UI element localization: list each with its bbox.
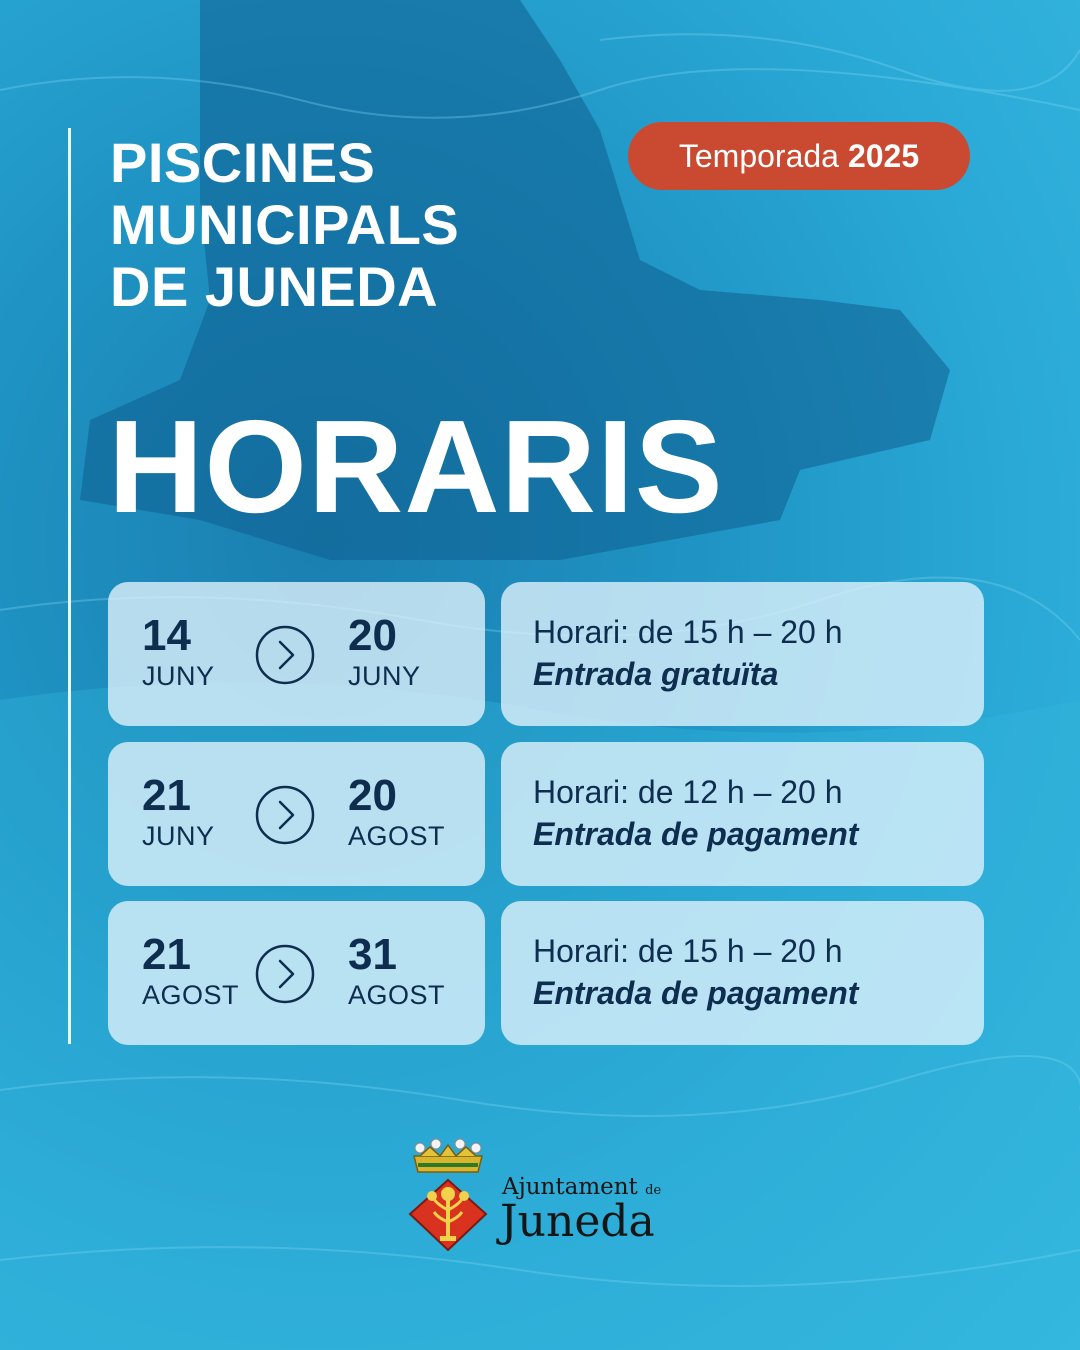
start-date xyxy=(142,931,239,1011)
start-date xyxy=(142,612,215,692)
chevron-right-circle-icon xyxy=(255,785,315,845)
end-date xyxy=(348,772,445,852)
end-month: JUNY xyxy=(348,661,421,691)
season-badge xyxy=(628,122,970,190)
opening-hours: Horari: de 15 h – 20 h xyxy=(533,614,843,650)
start-month: JUNY xyxy=(142,821,215,851)
season-year: 2025 xyxy=(847,137,920,174)
entry-type: Entrada gratuïta xyxy=(533,656,779,692)
end-day: 20 xyxy=(348,611,397,660)
end-date xyxy=(348,612,421,692)
start-day: 21 xyxy=(142,930,191,979)
title-line-3: DE JUNEDA xyxy=(110,255,439,318)
hours-card xyxy=(501,582,984,726)
date-range-card xyxy=(108,742,485,886)
start-month: JUNY xyxy=(142,661,215,691)
decorative-vertical-line xyxy=(68,128,71,1044)
chevron-right-circle-icon xyxy=(255,944,315,1004)
opening-hours: Horari: de 12 h – 20 h xyxy=(533,774,843,810)
date-range-card xyxy=(108,901,485,1045)
title-line-1: PISCINES xyxy=(110,131,376,194)
date-range-card xyxy=(108,582,485,726)
chevron-right-circle-icon xyxy=(255,625,315,685)
end-day: 31 xyxy=(348,930,397,979)
end-day: 20 xyxy=(348,771,397,820)
schedule-heading: HORARIS xyxy=(108,393,724,540)
hours-card xyxy=(501,901,984,1045)
entry-type: Entrada de pagament xyxy=(533,975,859,1011)
start-day: 14 xyxy=(142,611,191,660)
title-line-2: MUNICIPALS xyxy=(110,193,460,256)
season-label: Temporada xyxy=(678,137,839,174)
entry-type: Entrada de pagament xyxy=(533,816,859,852)
logo-line-1-main: Ajuntament xyxy=(502,1174,638,1200)
end-date xyxy=(348,931,445,1011)
logo-line-1-small: de xyxy=(645,1183,662,1198)
start-month: AGOST xyxy=(142,980,240,1010)
town-hall-logo xyxy=(400,1138,690,1258)
start-date xyxy=(142,772,215,852)
page-title xyxy=(110,132,459,318)
end-month: AGOST xyxy=(348,980,446,1010)
coat-of-arms-icon xyxy=(400,1138,496,1258)
opening-hours: Horari: de 15 h – 20 h xyxy=(533,933,843,969)
start-day: 21 xyxy=(142,771,191,820)
end-month: AGOST xyxy=(348,821,446,851)
hours-card xyxy=(501,742,984,886)
logo-line-2: Juneda xyxy=(500,1196,655,1247)
